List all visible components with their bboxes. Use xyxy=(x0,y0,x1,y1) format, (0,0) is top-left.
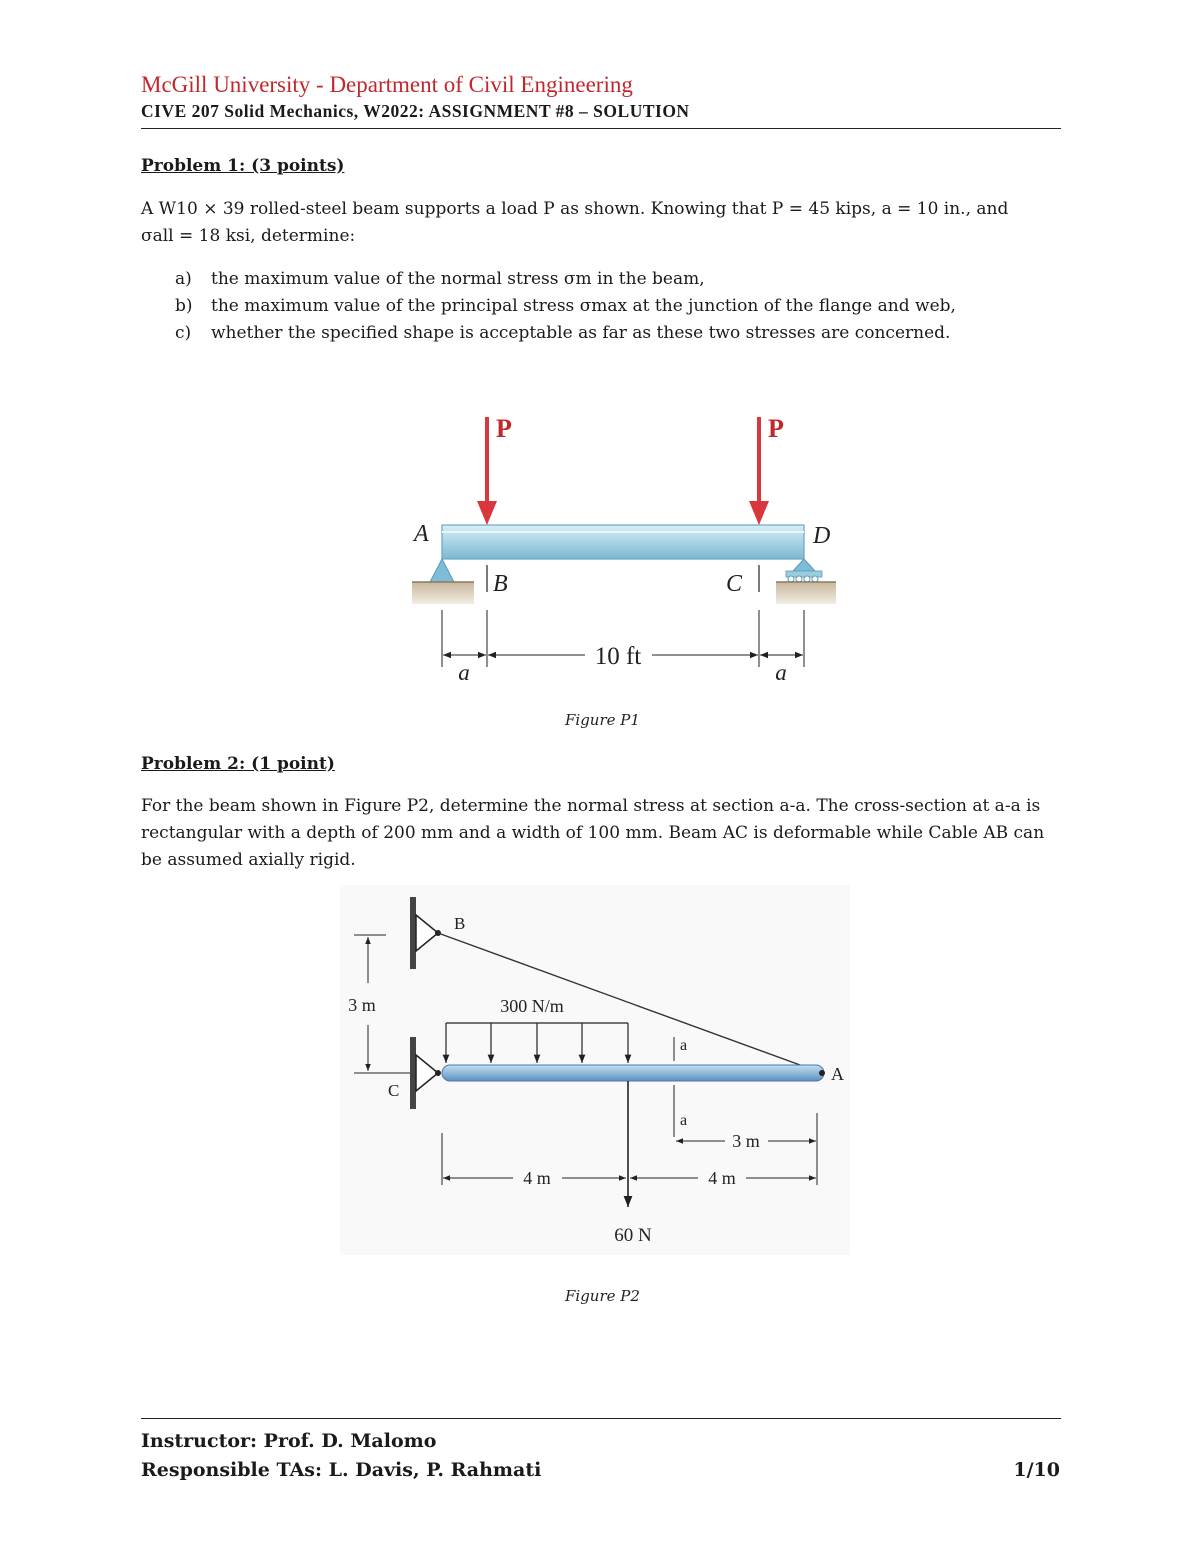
section-a-bottom: a xyxy=(680,1112,688,1129)
figure-p1-caption: Figure P1 xyxy=(565,711,640,729)
list-item xyxy=(175,266,956,293)
list-item xyxy=(175,320,956,347)
ta-line: Responsible TAs: L. Davis, P. Rahmati xyxy=(141,1459,542,1481)
header-rule xyxy=(141,128,1061,129)
dim-3m-label: 3 m xyxy=(732,1131,760,1151)
point-c-label: C xyxy=(388,1081,400,1100)
wall-b xyxy=(410,897,416,969)
beam-ad xyxy=(442,525,804,559)
problem2-line: rectangular with a depth of 200 mm and a width of 100 mm. Beam AC is deformable while Cable AB can xyxy=(141,823,1045,843)
problem2-line: For the beam shown in Figure P2, determine the normal stress at section a-a. The cross-section at a-a is xyxy=(141,796,1041,816)
point-c-label: C xyxy=(726,571,743,597)
course-prefix: CIVE 207 Solid Mechanics, W2022: xyxy=(141,101,429,121)
section-a-top: a xyxy=(680,1037,688,1054)
point-d-label: D xyxy=(813,523,831,549)
point-a-label: A xyxy=(414,521,429,547)
instructor-line: Instructor: Prof. D. Malomo xyxy=(141,1430,437,1452)
height-label: 3 m xyxy=(348,995,376,1015)
list-item-text: whether the specified shape is acceptable as far as these two stresses are concerned. xyxy=(211,323,951,343)
list-item xyxy=(175,293,956,320)
problem1-heading: Problem 1: (3 points) xyxy=(141,156,345,176)
dim-4m-right-label: 4 m xyxy=(708,1168,736,1188)
list-item-text: the maximum value of the normal stress σm in the beam, xyxy=(211,269,705,289)
load-label-right: P xyxy=(768,414,784,443)
problem1-line2: σall = 18 ksi, determine: xyxy=(141,226,356,246)
problem2-line: be assumed axially rigid. xyxy=(141,850,356,870)
load-arrow-right xyxy=(749,417,769,525)
dim-a-left: a xyxy=(458,660,470,685)
list-item-label: b) xyxy=(175,296,193,316)
problem1-statement xyxy=(141,196,1008,250)
list-item-text: the maximum value of the principal stress σmax at the junction of the flange and web, xyxy=(211,296,956,316)
figure-p1 xyxy=(400,405,850,690)
problem2-heading: Problem 2: (1 point) xyxy=(141,754,335,774)
point-b-label: B xyxy=(454,914,466,933)
roller-support-d xyxy=(776,559,836,604)
span-label: 10 ft xyxy=(594,643,642,670)
page-number: 1/10 xyxy=(1013,1459,1060,1481)
wall-c xyxy=(410,1037,416,1109)
beam-ac xyxy=(442,1065,824,1081)
pin-support-a xyxy=(412,559,474,604)
university-title: McGill University - Department of Civil Engineering xyxy=(141,72,633,97)
course-title xyxy=(141,101,690,122)
point-a-label: A xyxy=(831,1064,844,1084)
figure-p2 xyxy=(330,885,860,1260)
list-item-label: a) xyxy=(175,269,192,289)
dim-a-right: a xyxy=(775,660,787,685)
list-item-label: c) xyxy=(175,323,192,343)
dim-4m-left-label: 4 m xyxy=(523,1168,551,1188)
load-label-left: P xyxy=(496,414,512,443)
problem1-line1: A W10 × 39 rolled-steel beam supports a load P as shown. Knowing that P = 45 kips, a = 10 in., and xyxy=(141,199,1009,219)
problem1-list xyxy=(175,266,956,347)
assignment-label: ASSIGNMENT #8 – SOLUTION xyxy=(428,101,690,121)
load-arrow-left xyxy=(477,417,497,525)
point-b-label: B xyxy=(493,571,508,597)
point-load-label: 60 N xyxy=(614,1225,652,1246)
problem2-statement xyxy=(141,793,1044,874)
distributed-load-label: 300 N/m xyxy=(500,996,564,1016)
footer-rule xyxy=(141,1418,1061,1419)
figure-p2-caption: Figure P2 xyxy=(565,1287,640,1305)
